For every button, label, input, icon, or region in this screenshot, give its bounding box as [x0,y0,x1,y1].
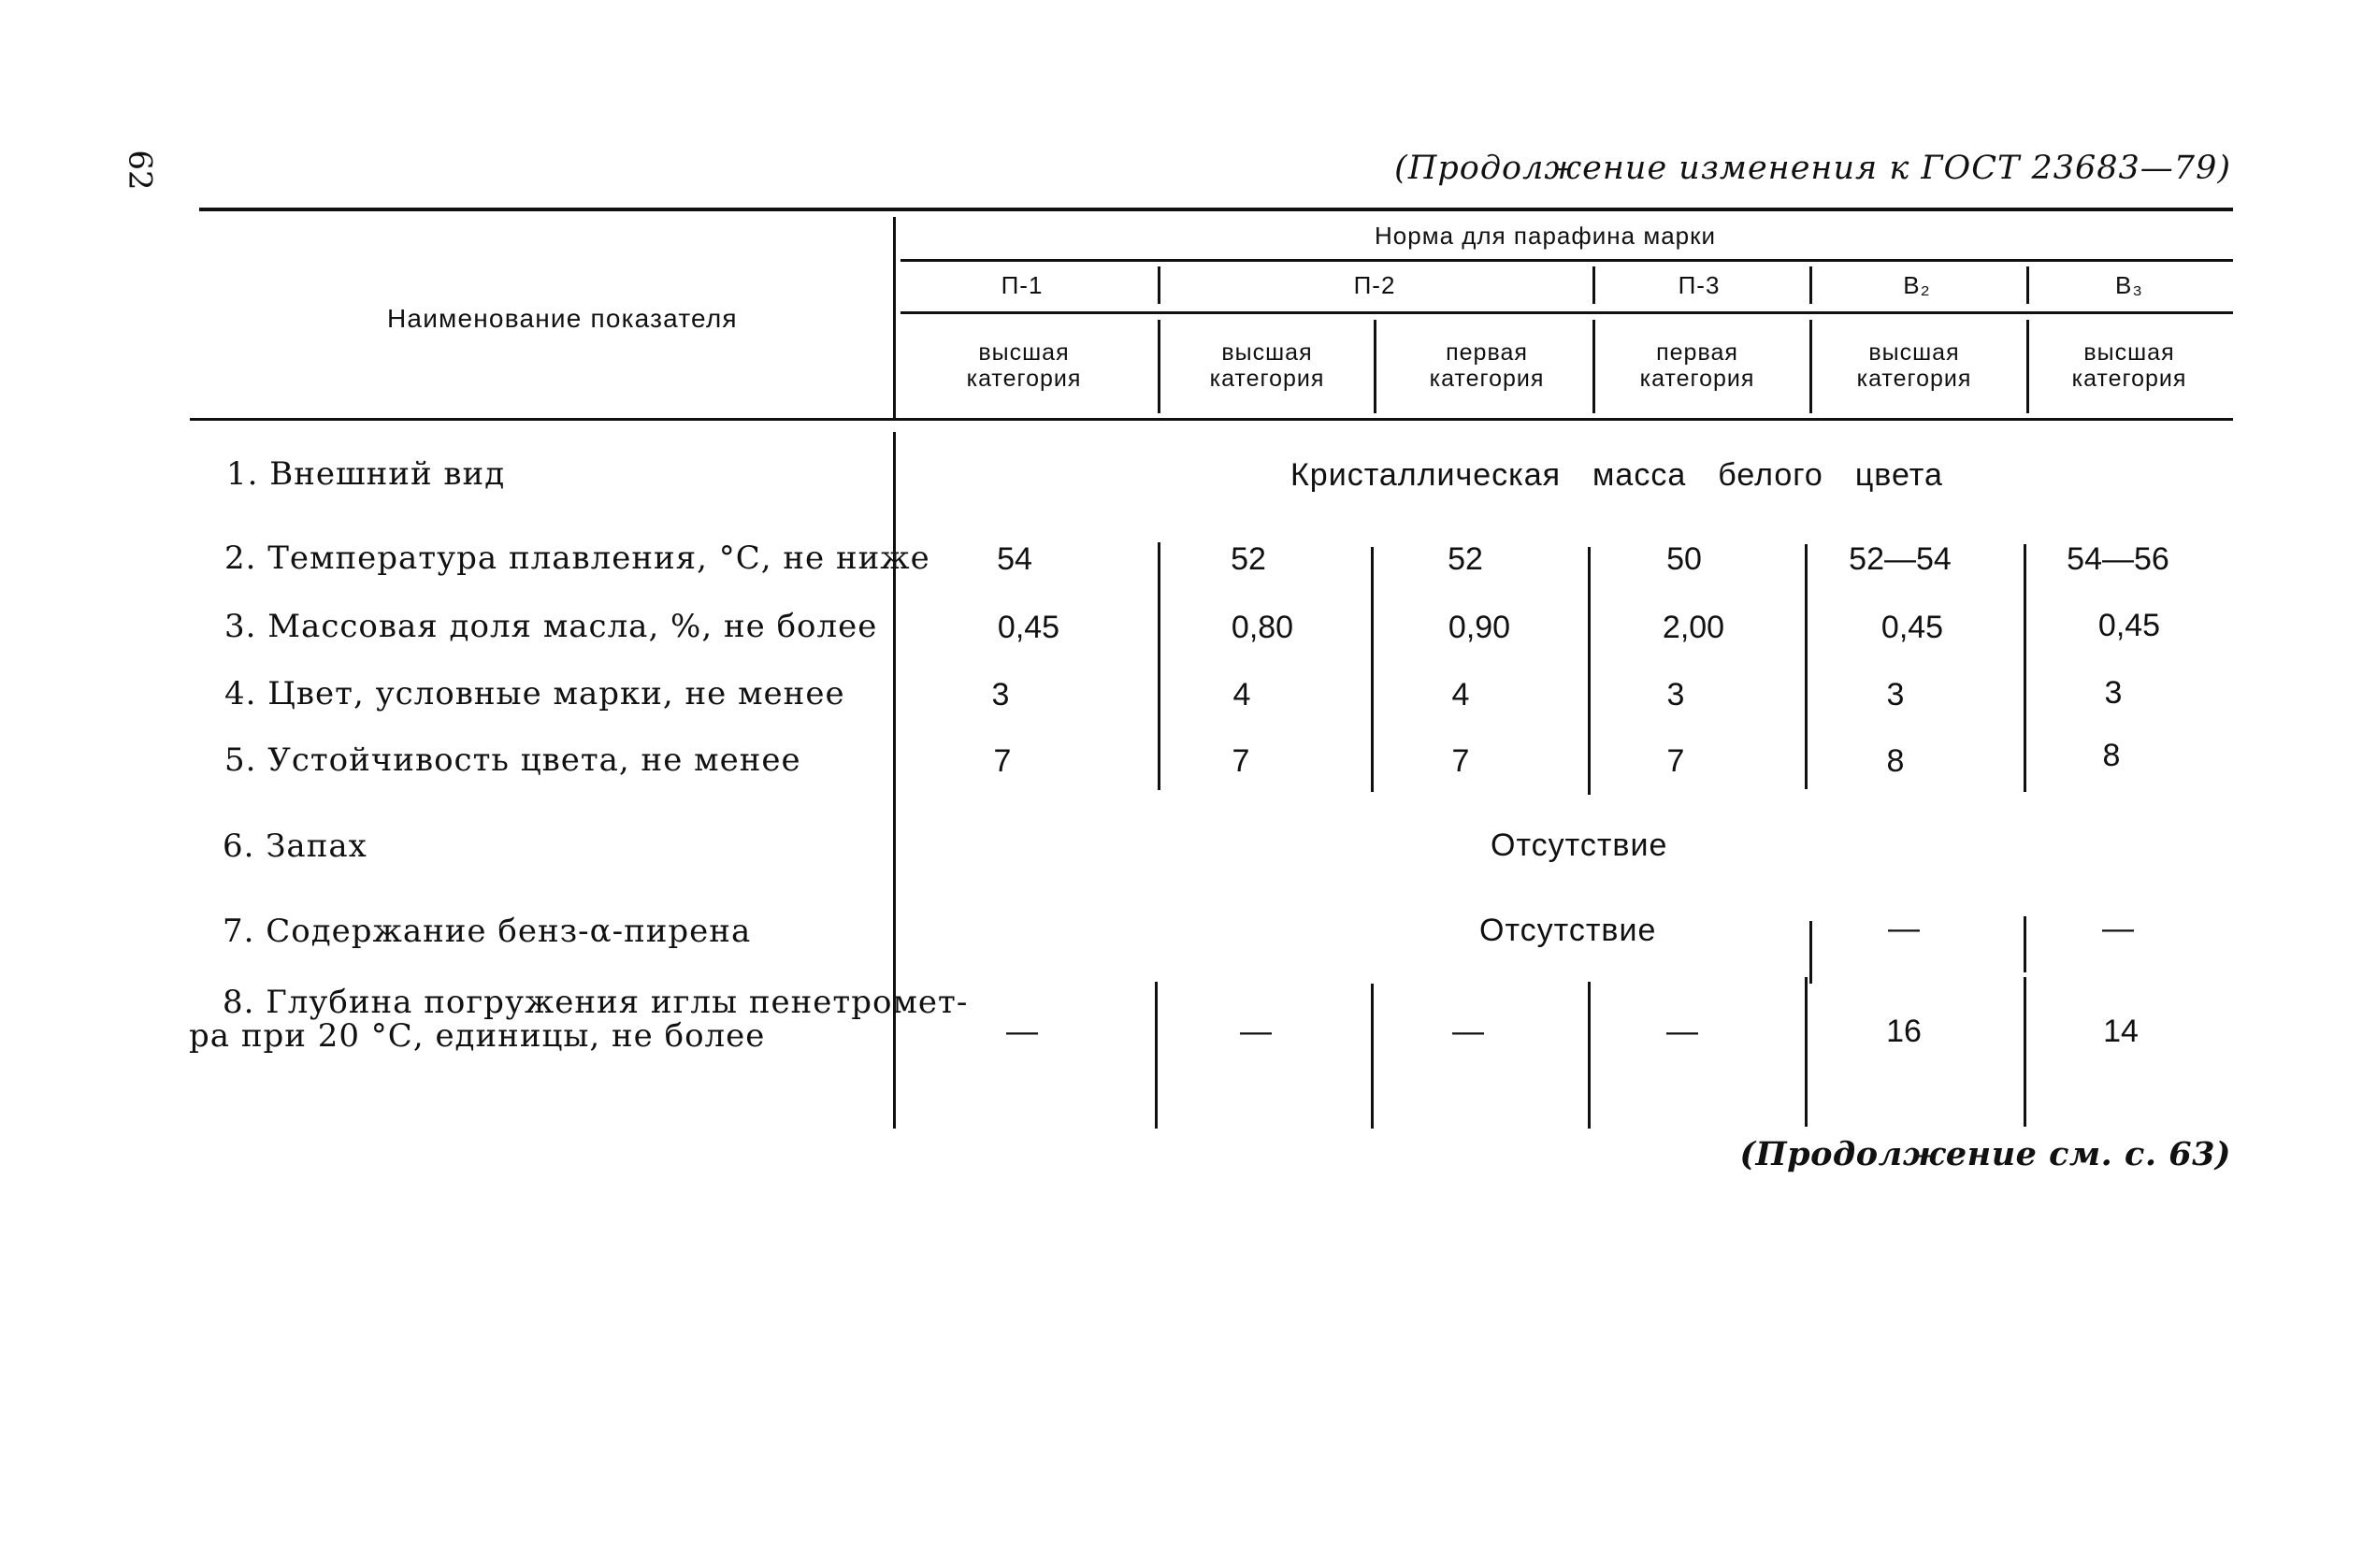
cell-2-6: 54—56 [2067,541,2169,577]
stub-separator-body [893,432,896,1129]
cell-7-6: — [2102,911,2134,946]
group-header: Норма для парафина марки [1375,222,1717,250]
cell-5-1: 7 [993,743,1012,779]
category-col-2: высшая категория [1209,339,1325,392]
cell-2-2: 52 [1231,541,1266,577]
row-label-1: 1. Внешний вид [226,455,506,493]
cell-8-1: — [1006,1014,1038,1049]
category-col-1: высшая категория [966,339,1082,392]
row-label-3: 3. Массовая доля масла, %, не более [224,608,878,645]
grade-b2: B₂ [1903,271,1931,299]
body-sep-5a [2024,544,2026,792]
grade-p2: П-2 [1353,271,1396,299]
cell-3-1: 0,45 [997,610,1060,645]
cell-8-2: — [1240,1014,1272,1049]
category-col-3: первая категория [1429,339,1545,392]
cell-4-6: 3 [2104,675,2123,711]
cell-8-4: — [1666,1014,1698,1049]
cat-sep-4 [1809,320,1812,413]
cell-8-6: 14 [2103,1014,2139,1049]
cell-4-3: 4 [1451,677,1470,712]
category-col-5: высшая категория [1856,339,1972,392]
cell-4-4: 3 [1666,677,1685,712]
row-label-7: 7. Содержание бенз-α-пирена [223,913,752,950]
cell-7-5: — [1888,911,1920,946]
body-sep-4c [1805,977,1808,1127]
body-sep-3a [1588,547,1591,795]
body-sep-3c [1588,982,1591,1129]
grade-sep-3 [1809,266,1812,304]
cat-sep-1 [1158,320,1160,413]
cell-2-5: 52—54 [1849,541,1952,577]
row-label-5: 5. Устойчивость цвета, не менее [224,741,801,779]
body-sep-4a [1805,544,1808,789]
category-header-rule [901,311,2233,314]
row-label-4: 4. Цвет, условные марки, не менее [224,675,845,712]
body-sep-1c [1155,982,1158,1129]
row-label-6: 6. Запах [223,827,367,865]
cell-3-3: 0,90 [1448,610,1511,645]
cat-sep-3 [1592,320,1595,413]
row-label-8-line2: ра при 20 °С, единицы, не более [189,1017,766,1055]
body-sep-5b [2024,916,2026,972]
stub-separator-header [893,217,896,418]
cell-2-1: 54 [997,541,1032,577]
cell-3-6: 0,45 [2097,608,2161,643]
row-label-2: 2. Температура плавления, °С, не ниже [224,539,930,577]
cell-8-3: — [1452,1014,1484,1049]
grade-p1: П-1 [1001,271,1044,299]
cell-5-3: 7 [1451,743,1470,779]
running-header: (Продолжение изменения к ГОСТ 23683—79) [1394,150,2231,187]
category-col-4: первая категория [1639,339,1755,392]
cell-4-2: 4 [1232,677,1251,712]
row-1-span-value: Кристаллическая масса белого цвета [1290,457,1943,493]
cell-2-4: 50 [1666,541,1702,577]
grade-p3: П-3 [1678,271,1721,299]
grade-sep-2 [1592,266,1595,304]
cell-4-1: 3 [991,677,1010,712]
row-6-span-value: Отсутствие [1491,827,1668,863]
cat-sep-2 [1374,320,1376,413]
continuation-note: (Продолжение см. с. 63) [1739,1135,2231,1173]
body-sep-1a [1158,542,1160,790]
cell-3-5: 0,45 [1880,610,1944,645]
header-bottom-rule [190,418,2233,421]
body-sep-2a [1371,547,1374,792]
cell-5-2: 7 [1232,743,1250,779]
cell-4-5: 3 [1886,677,1905,712]
cell-8-5: 16 [1886,1014,1922,1049]
body-sep-4b [1809,921,1812,984]
table-top-rule [199,208,2233,211]
cell-5-6: 8 [2102,738,2121,773]
grade-sep-4 [2026,266,2029,304]
row-label-8-line1: 8. Глубина погружения иглы пенетромет- [223,984,969,1021]
body-sep-5c [2024,977,2026,1127]
cell-5-4: 7 [1666,743,1685,779]
grade-sep-1 [1158,266,1160,304]
body-sep-2c [1371,984,1374,1129]
stub-header: Наименование показателя [387,304,738,333]
category-col-6: высшая категория [2071,339,2187,392]
cell-3-4: 2,00 [1662,610,1725,645]
grade-b3: B₃ [2115,271,2143,299]
cell-5-5: 8 [1886,743,1905,779]
cell-3-2: 0,80 [1231,610,1294,645]
row-7-span-value: Отсутствие [1479,913,1657,948]
grade-header-rule [901,259,2233,262]
cat-sep-5 [2026,320,2029,413]
page-number: 62 [121,150,159,191]
cell-2-3: 52 [1448,541,1483,577]
